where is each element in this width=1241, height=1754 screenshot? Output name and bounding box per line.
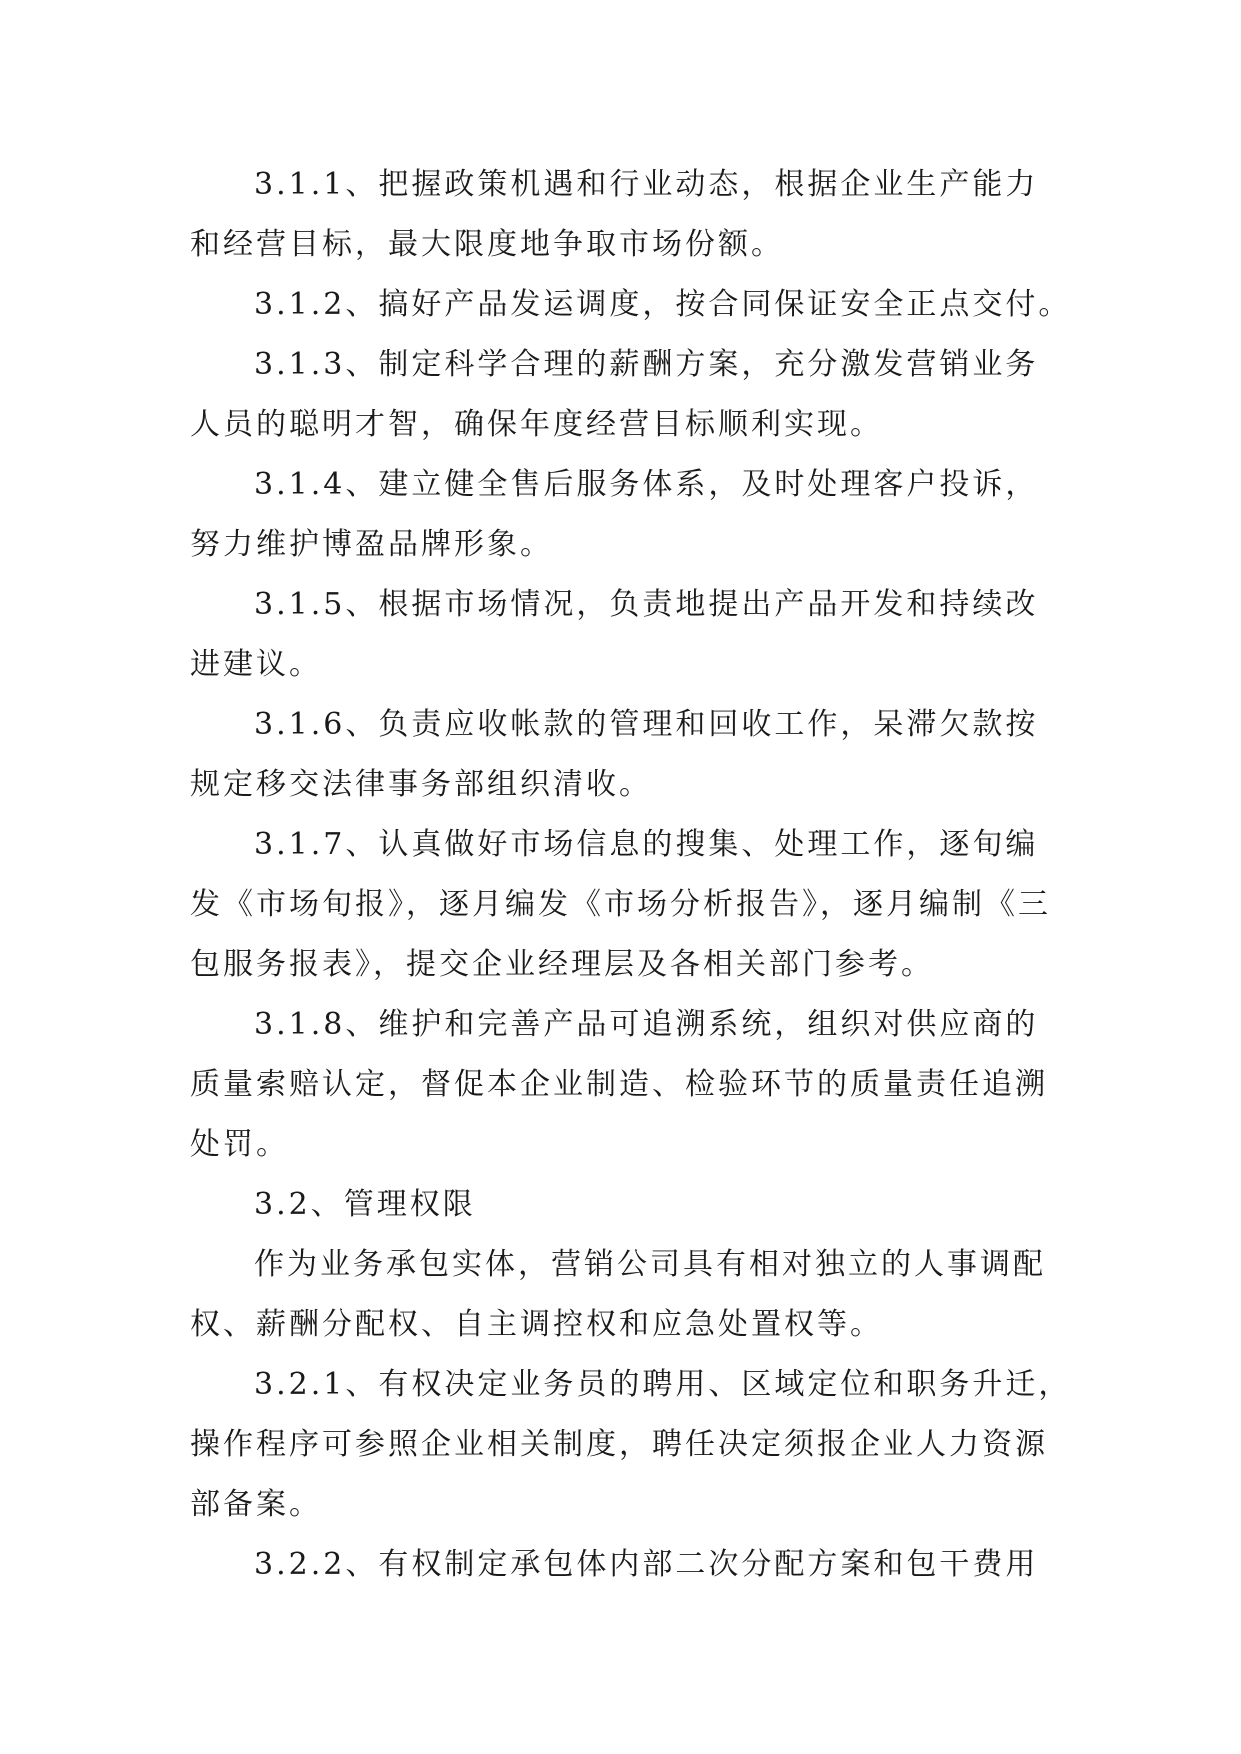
paragraph-line: 努力维护博盈品牌形象。 bbox=[190, 527, 553, 562]
paragraph-line: 3.1.5、根据市场情况，负责地提出产品开发和持续改 bbox=[254, 587, 1039, 622]
paragraph-line: 3.1.2、搞好产品发运调度，按合同保证安全正点交付。 bbox=[254, 287, 1072, 322]
paragraph-line: 发《市场旬报》，逐月编发《市场分析报告》，逐月编制《三 bbox=[190, 887, 1051, 922]
paragraph-line: 包服务报表》，提交企业经理层及各相关部门参考。 bbox=[190, 947, 934, 982]
paragraph-line: 3.2.1、有权决定业务员的聘用、区域定位和职务升迁， bbox=[254, 1367, 1072, 1402]
paragraph-line: 和经营目标，最大限度地争取市场份额。 bbox=[190, 227, 784, 262]
paragraph-line: 权、薪酬分配权、自主调控权和应急处置权等。 bbox=[190, 1307, 883, 1342]
paragraph-line: 规定移交法律事务部组织清收。 bbox=[190, 767, 652, 802]
paragraph-line: 处罚。 bbox=[190, 1127, 289, 1162]
paragraph-line: 进建议。 bbox=[190, 647, 322, 682]
paragraph-line: 3.1.1、把握政策机遇和行业动态，根据企业生产能力 bbox=[254, 167, 1039, 202]
paragraph-line: 作为业务承包实体，营销公司具有相对独立的人事调配 bbox=[254, 1247, 1046, 1282]
paragraph-line: 3.2.2、有权制定承包体内部二次分配方案和包干费用 bbox=[254, 1547, 1039, 1582]
paragraph-line: 3.1.3、制定科学合理的薪酬方案，充分激发营销业务 bbox=[254, 347, 1039, 382]
paragraph-line: 3.1.8、维护和完善产品可追溯系统，组织对供应商的 bbox=[254, 1007, 1039, 1042]
section-heading: 3.2、管理权限 bbox=[254, 1187, 476, 1222]
paragraph-line: 3.1.7、认真做好市场信息的搜集、处理工作，逐旬编 bbox=[254, 827, 1039, 862]
paragraph-line: 部备案。 bbox=[190, 1487, 322, 1522]
paragraph-line: 操作程序可参照企业相关制度，聘任决定须报企业人力资源 bbox=[190, 1427, 1048, 1462]
paragraph-line: 质量索赔认定，督促本企业制造、检验环节的质量责任追溯 bbox=[190, 1067, 1048, 1102]
paragraph-line: 3.1.6、负责应收帐款的管理和回收工作，呆滞欠款按 bbox=[254, 707, 1039, 742]
paragraph-line: 人员的聪明才智，确保年度经营目标顺利实现。 bbox=[190, 407, 883, 442]
paragraph-line: 3.1.4、建立健全售后服务体系，及时处理客户投诉， bbox=[254, 467, 1039, 502]
